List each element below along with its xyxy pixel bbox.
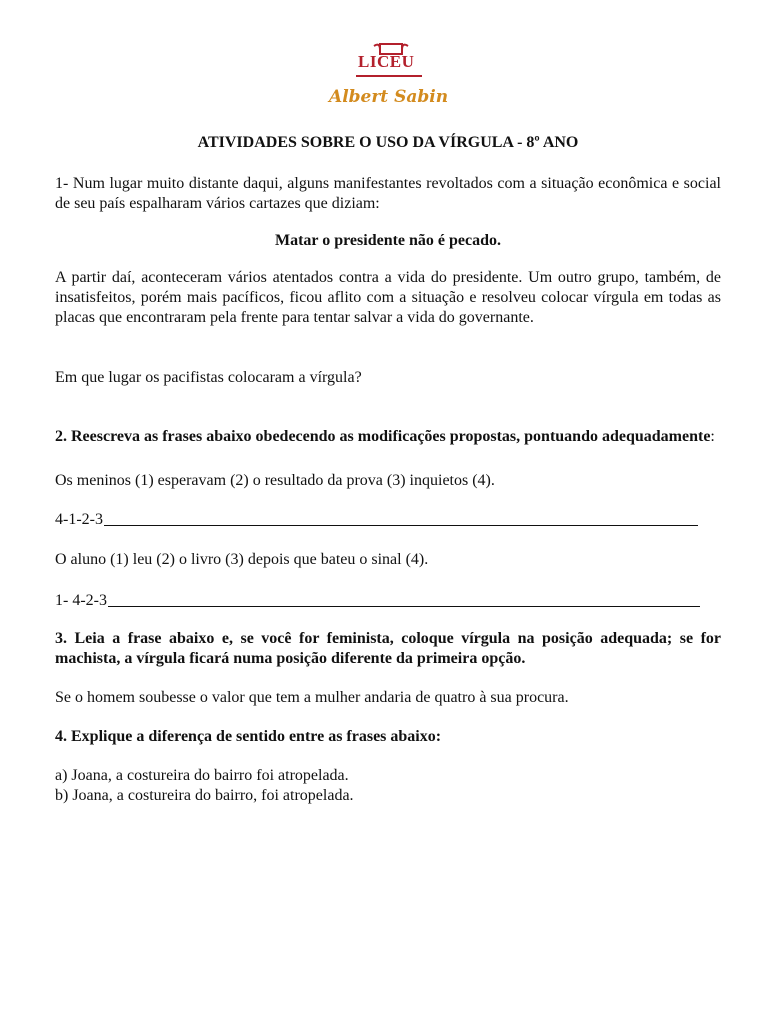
q1-quote: Matar o presidente não é pecado. <box>274 232 502 249</box>
logo-liceu-text: LICEU <box>358 52 415 71</box>
q2-heading-bold: 2. Reescreva as frases abaixo obedecendo as modificações propostas, pontuando adequadamente <box>55 428 711 445</box>
page-title: ATIVIDADES SOBRE O USO DA VÍRGULA - 8º ANO <box>197 134 579 151</box>
q2-order-2: 1- 4-2-3 <box>55 592 107 609</box>
q2-answer-line-2 <box>55 591 721 611</box>
q1-question: Em que lugar os pacifistas colocaram a vírgula? <box>55 369 362 386</box>
answer-line[interactable] <box>104 510 698 526</box>
answer-line[interactable] <box>108 591 700 607</box>
q1-text: 1- Num lugar muito distante daqui, alguns manifestantes revoltados com a situação econômica e social de seu país espalharam vários cartazes que diziam: <box>55 175 721 212</box>
q3-heading: 3. Leia a frase abaixo e, se você for feminista, coloque vírgula na posição adequada; se for machista, a vírgula ficará numa posição diferente da primeira opção. <box>55 630 721 667</box>
q2-heading-tail: : <box>710 428 715 445</box>
q2-order-1: 4-1-2-3 <box>55 511 103 528</box>
q2-answer-line-1 <box>55 510 721 530</box>
q4-option-b: b) Joana, a costureira do bairro, foi atropelada. <box>55 787 354 804</box>
q4-heading: 4. Explique a diferença de sentido entre as frases abaixo: <box>55 728 442 745</box>
logo-albert-sabin-text: Albert Sabin <box>329 87 449 107</box>
q2-heading <box>55 427 721 447</box>
q2-sentence-1: Os meninos (1) esperavam (2) o resultado da prova (3) inquietos (4). <box>55 472 495 489</box>
school-logo <box>322 38 452 118</box>
q4-option-a: a) Joana, a costureira do bairro foi atropelada. <box>55 767 349 784</box>
q2-sentence-2: O aluno (1) leu (2) o livro (3) depois que bateu o sinal (4). <box>55 551 429 568</box>
q1-paragraph: A partir daí, aconteceram vários atentados contra a vida do presidente. Um outro grupo, também, de insatisfeitos, porém mais pacíficos, ficou aflito com a situação e resolveu colocar vírgula em todas as placas que encontraram pela frente para tentar salvar a vida do governante. <box>55 269 721 326</box>
q3-sentence: Se o homem soubesse o valor que tem a mulher andaria de quatro à sua procura. <box>55 689 569 706</box>
